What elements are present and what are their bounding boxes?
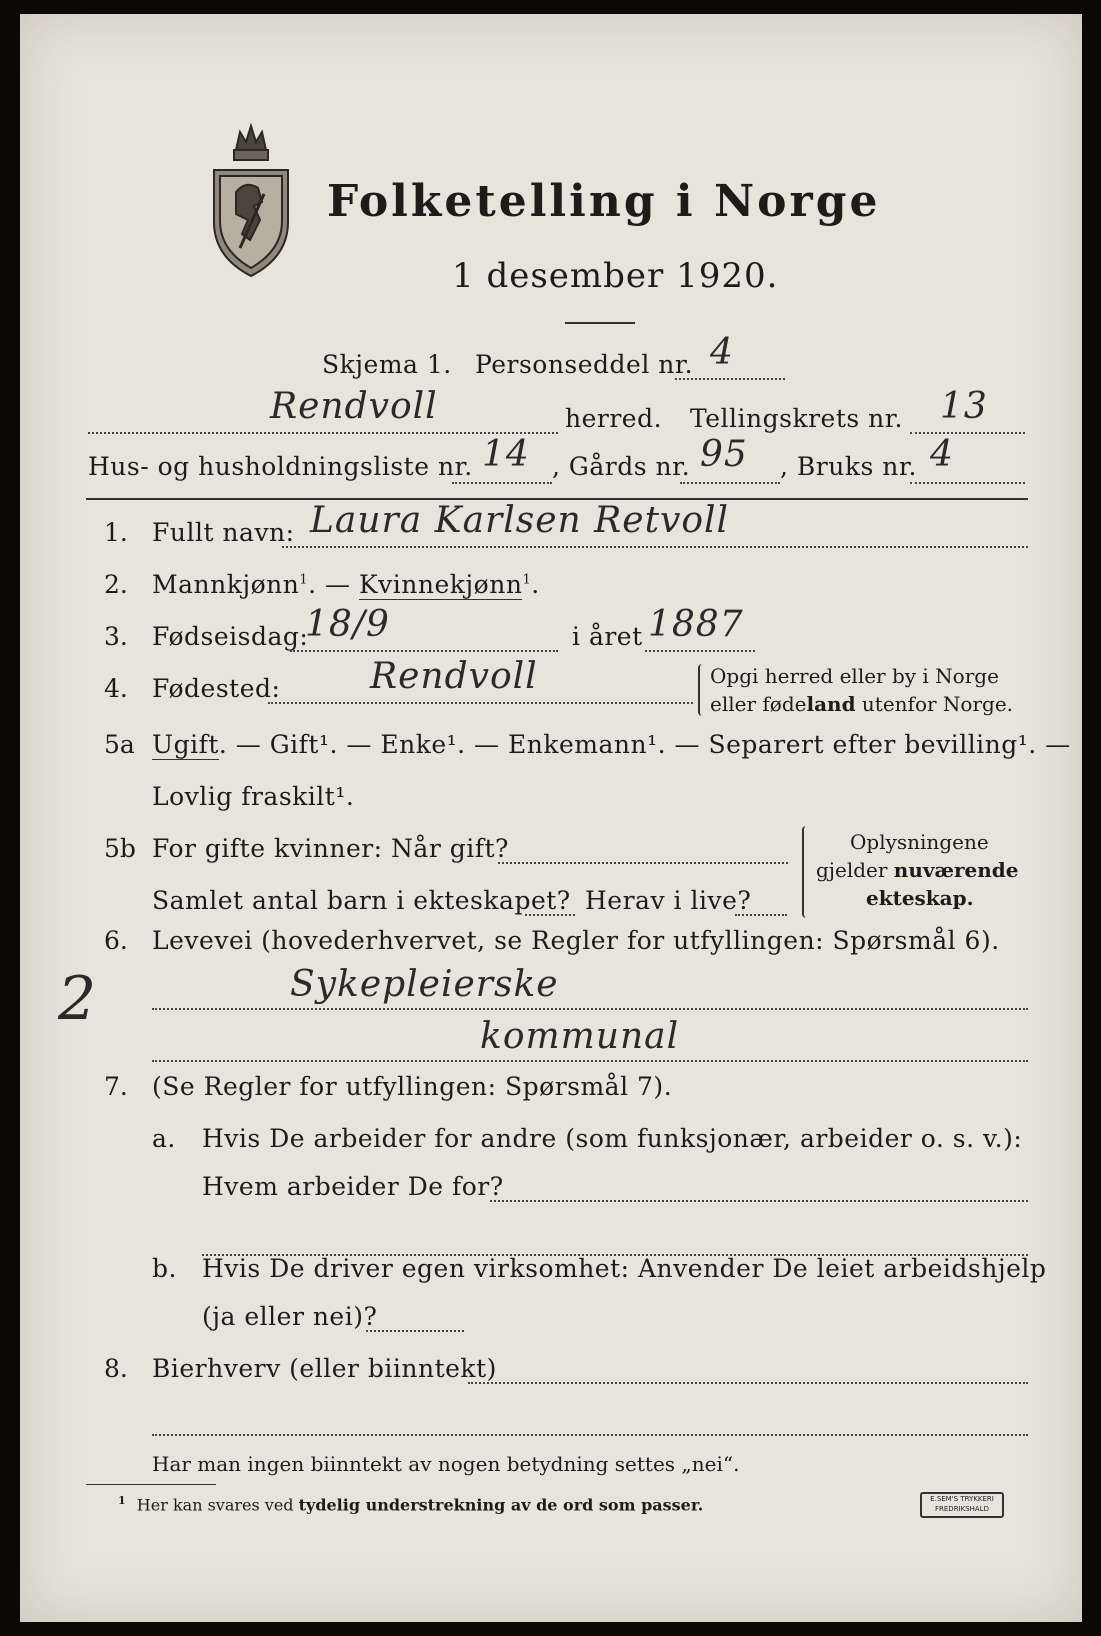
q7-number: 7. [104, 1072, 128, 1101]
q5b-married-line [498, 862, 788, 864]
q6-margin-mark: 2 [58, 964, 98, 1034]
q2-options [152, 570, 540, 599]
herred-label: herred. [565, 404, 663, 433]
q3-year-line [645, 650, 755, 652]
birthday-value[interactable]: 18/9 [305, 604, 390, 645]
q7a-line2: Hvem arbeider De for? [202, 1172, 504, 1201]
q5a-rest: . — Gift¹. — Enke¹. — Enkemann¹. — Separert efter bevilling¹. — [218, 730, 1071, 759]
tellingskrets-value[interactable]: 13 [940, 386, 988, 427]
q1-label: Fullt navn: [152, 518, 295, 547]
personseddel-line [675, 378, 785, 380]
q4-note-2: eller fødeland utenfor Norge. [710, 692, 1014, 716]
q8-line-1 [468, 1382, 1028, 1384]
q7b-line [366, 1330, 464, 1332]
q6-number: 6. [104, 926, 128, 955]
q5b-alive-line [735, 914, 787, 916]
q6-label: Levevei (hovederhvervet, se Regler for utfyllingen: Spørsmål 6). [152, 926, 1000, 955]
q2-number: 2. [104, 570, 128, 599]
q8-note: Har man ingen biinntekt av nogen betydning settes „nei“. [152, 1452, 740, 1476]
q6-line-1 [152, 1008, 1028, 1010]
hus-label: Hus- og husholdningsliste nr. [88, 452, 473, 481]
herred-value[interactable]: Rendvoll [270, 386, 438, 427]
q4-label: Fødested: [152, 674, 281, 703]
q5b-children-label: Samlet antal barn i ekteskapet? [152, 886, 571, 915]
gards-line [680, 482, 780, 484]
q5b-note-1: Oplysningene [850, 830, 989, 854]
q5a-options [152, 730, 1071, 759]
census-date: 1 desember 1920. [452, 256, 779, 296]
q3-day-line [290, 650, 558, 652]
skjema-label: Skjema 1. [322, 350, 452, 379]
q5b-number: 5b [104, 834, 136, 863]
q4-brace [698, 664, 702, 716]
footnote-rule [86, 1484, 216, 1485]
q7b-line2: (ja eller nei)? [202, 1302, 378, 1331]
printer-stamp: E.SEM'S TRYKKERI FREDRIKSHALD [920, 1492, 1004, 1518]
q7a-letter: a. [152, 1124, 176, 1153]
occupation-value[interactable]: Sykepleierske [290, 964, 559, 1005]
census-form-page [20, 14, 1082, 1622]
tellingskrets-line [910, 432, 1025, 434]
q2-sup-a: 1 [299, 572, 309, 588]
q7a-line [490, 1200, 1028, 1202]
q5a-number: 5a [104, 730, 135, 759]
q3-label: Fødseisdag: [152, 622, 309, 651]
personseddel-value[interactable]: 4 [710, 332, 734, 373]
personseddel-label: Personseddel nr. [475, 350, 694, 379]
q3-year-label: i året [572, 622, 643, 651]
q4-number: 4. [104, 674, 128, 703]
q7a-line1: Hvis De arbeider for andre (som funksjonær, arbeider o. s. v.): [202, 1124, 1023, 1153]
q2-dash: . — [308, 570, 359, 599]
q5b-note-2: gjelder nuværende [816, 858, 1019, 882]
q1-number: 1. [104, 518, 128, 547]
q8-label: Bierhverv (eller biinntekt) [152, 1354, 497, 1383]
q7-label: (Se Regler for utfyllingen: Spørsmål 7). [152, 1072, 673, 1101]
tellingskrets-label: Tellingskrets nr. [690, 404, 903, 433]
q8-line-2 [152, 1434, 1028, 1436]
q5b-alive-label: Herav i live? [585, 886, 752, 915]
hus-line [452, 482, 552, 484]
q7b-letter: b. [152, 1254, 177, 1283]
q5b-line1: For gifte kvinner: Når gift? [152, 834, 509, 863]
title-divider [565, 322, 635, 324]
hus-value[interactable]: 14 [482, 434, 530, 475]
female-option-underlined[interactable]: Kvinnekjønn [358, 570, 523, 599]
bruks-value[interactable]: 4 [930, 434, 954, 475]
birth-year-value[interactable]: 1887 [648, 604, 744, 645]
q4-note-1: Opgi herred eller by i Norge [710, 664, 999, 688]
q8-number: 8. [104, 1354, 128, 1383]
occupation-value-2[interactable]: kommunal [480, 1016, 680, 1057]
full-name-value[interactable]: Laura Karlsen Retvoll [310, 500, 730, 541]
q5a-line2: Lovlig fraskilt¹. [152, 782, 355, 811]
q4-line [268, 702, 693, 704]
q1-line [282, 546, 1028, 548]
unmarried-option-underlined[interactable]: Ugift [152, 730, 219, 759]
q5b-note-3: ekteskap. [866, 886, 974, 910]
bruks-label: , Bruks nr. [780, 452, 917, 481]
gards-label: , Gårds nr. [552, 452, 691, 481]
gards-value[interactable]: 95 [700, 434, 748, 475]
footnote: $^1$ Her kan svares ved tydelig understrekning av de ord som passer. [118, 1494, 704, 1515]
male-option[interactable]: Mannkjønn [152, 570, 300, 599]
birthplace-value[interactable]: Rendvoll [370, 656, 538, 697]
bruks-line [910, 482, 1025, 484]
q6-line-2 [152, 1060, 1028, 1062]
q7b-line1: Hvis De driver egen virksomhet: Anvender De leiet arbeidshjelp [202, 1254, 1047, 1283]
q2-end: . [531, 570, 540, 599]
q2-sup-b: 1 [522, 572, 532, 588]
q5b-brace [802, 826, 806, 918]
q5b-children-line [525, 914, 575, 916]
coat-of-arms-emblem [206, 122, 296, 282]
q3-number: 3. [104, 622, 128, 651]
form-title: Folketelling i Norge [327, 176, 881, 227]
